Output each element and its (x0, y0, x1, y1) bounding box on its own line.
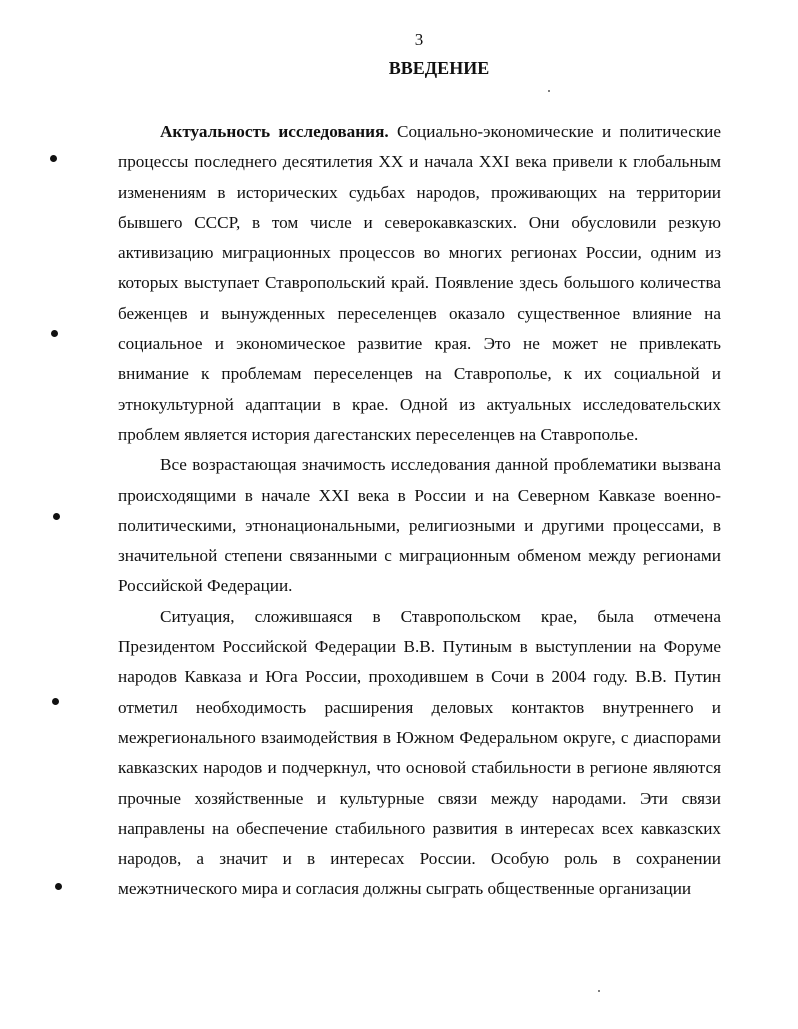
paragraph-lead: Актуальность исследования. (160, 122, 389, 141)
scan-speck (598, 990, 600, 992)
paragraph-relevance (118, 117, 721, 450)
paragraph-text: Все возрастающая значимость исследования данной проблематики вызвана происходящими в начале XXI века в России и на Северном Кавказе военно-политическими, этнонациональными, религиозными и другими процессами, в значительной степени связанными с миграционным обменом между регионами Российской Федерации. (118, 455, 721, 596)
paragraph-significance (118, 450, 721, 601)
scan-mark (51, 330, 58, 337)
page-title: ВВЕДЕНИЕ (388, 58, 490, 78)
scan-mark (52, 698, 59, 705)
scan-mark (50, 155, 57, 162)
paragraph-text: Ситуация, сложившаяся в Ставропольском крае, была отмечена Президентом Российской Федерации В.В. Путиным в выступлении на Форуме народов Кавказа и Юга России, проходившем в Сочи в 2004 году. В.В. Путин отметил необходимость расширения деловых контактов внутреннего и межрегионального взаимодействия в Южном Федеральном округе, с диаспорами кавказских народов и подчеркнул, что основой стабильности в регионе являются прочные хозяйственные и культурные связи между народами. Эти связи направлены на обеспечение стабильного развития в интересах всех кавказских народов, а значит и в интересах России. Особую роль в сохранении межэтнического мира и согласия должны сыграть общественные организации (118, 606, 721, 899)
document-body (118, 117, 721, 905)
paragraph-situation (118, 602, 721, 905)
scan-mark (53, 513, 60, 520)
paragraph-text: Социально-экономические и политические процессы последнего десятилетия XX и начала XXI века привели к глобальным изменениям в исторических судьбах народов, проживающих на территории бывшего СССР, в том числе и северокавказских. Они обусловили резкую активизацию миграционных процессов во многих регионах России, одним из которых выступает Ставропольский край. Появление здесь большого количества беженцев и вынужденных переселенцев оказало существенное влияние на социальное и экономическое развитие края. Это не может не привлекать внимание к проблемам переселенцев на Ставрополье, к их социальной и этнокультурной адаптации в крае. Одной из актуальных исследовательских проблем является история дагестанских переселенцев на Ставрополье. (118, 122, 722, 444)
scan-mark (55, 883, 62, 890)
scan-speck (548, 90, 550, 92)
page-number: 3 (414, 30, 424, 49)
